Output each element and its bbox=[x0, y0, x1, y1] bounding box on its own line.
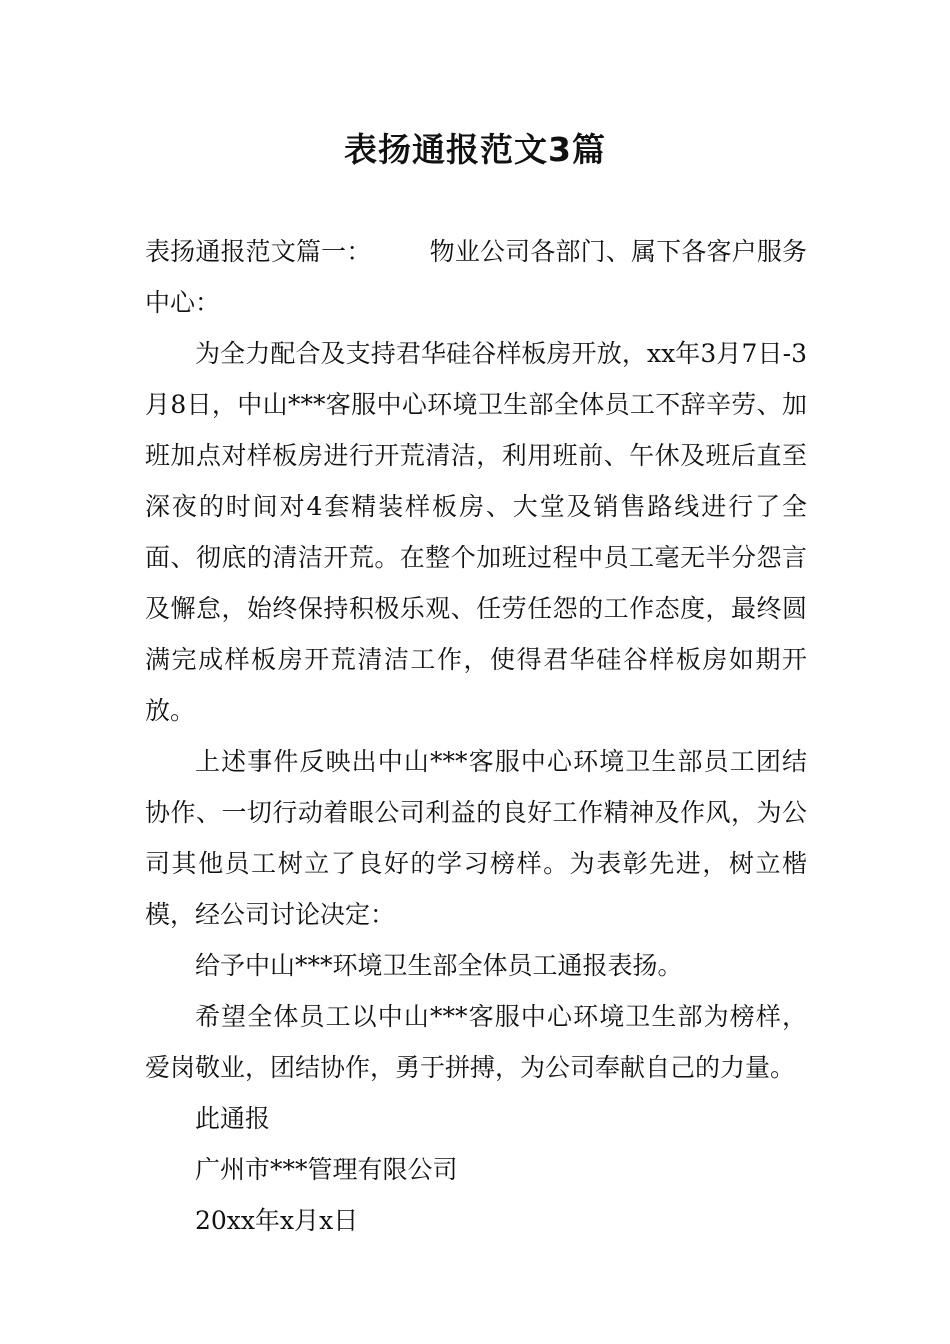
addressee: 物业公司各部门、属下各客户服务中心： bbox=[145, 237, 807, 317]
signature-date: 20xx年x月x日 bbox=[195, 1206, 359, 1235]
section-heading-label: 表扬通报范文篇一： bbox=[145, 237, 372, 266]
signature-company: 广州市***管理有限公司 bbox=[195, 1155, 458, 1184]
paragraph-4: 希望全体员工以中山***客服中心环境卫生部为榜样，爱岗敬业，团结协作，勇于拼搏，为公司奉献自己的力量。 bbox=[145, 1002, 807, 1082]
opening-paragraph bbox=[145, 226, 807, 328]
closing-line: 此通报 bbox=[195, 1104, 271, 1133]
paragraph-1: 为全力配合及支持君华硅谷样板房开放，xx年3月7日-3月8日，中山***客服中心环境卫生部全体员工不辞辛劳、加班加点对样板房进行开荒清洁，利用班前、午休及班后直至深夜的时间对4套精装样板房、大堂及销售路线进行了全面、彻底的清洁开荒。在整个加班过程中员工毫无半分怨言及懈怠，始终保持积极乐观、任劳任怨的工作态度，最终圆满完成样板房开荒清洁工作，使得君华硅谷样板房如期开放。 bbox=[145, 339, 807, 725]
paragraph-2: 上述事件反映出中山***客服中心环境卫生部员工团结协作、一切行动着眼公司利益的良好工作精神及作风，为公司其他员工树立了良好的学习榜样。为表彰先进，树立楷模，经公司讨论决定： bbox=[145, 747, 807, 929]
document-title: 表扬通报范文3篇 bbox=[344, 130, 606, 169]
paragraph-3: 给予中山***环境卫生部全体员工通报表扬。 bbox=[195, 951, 683, 980]
document-body bbox=[145, 226, 807, 1246]
